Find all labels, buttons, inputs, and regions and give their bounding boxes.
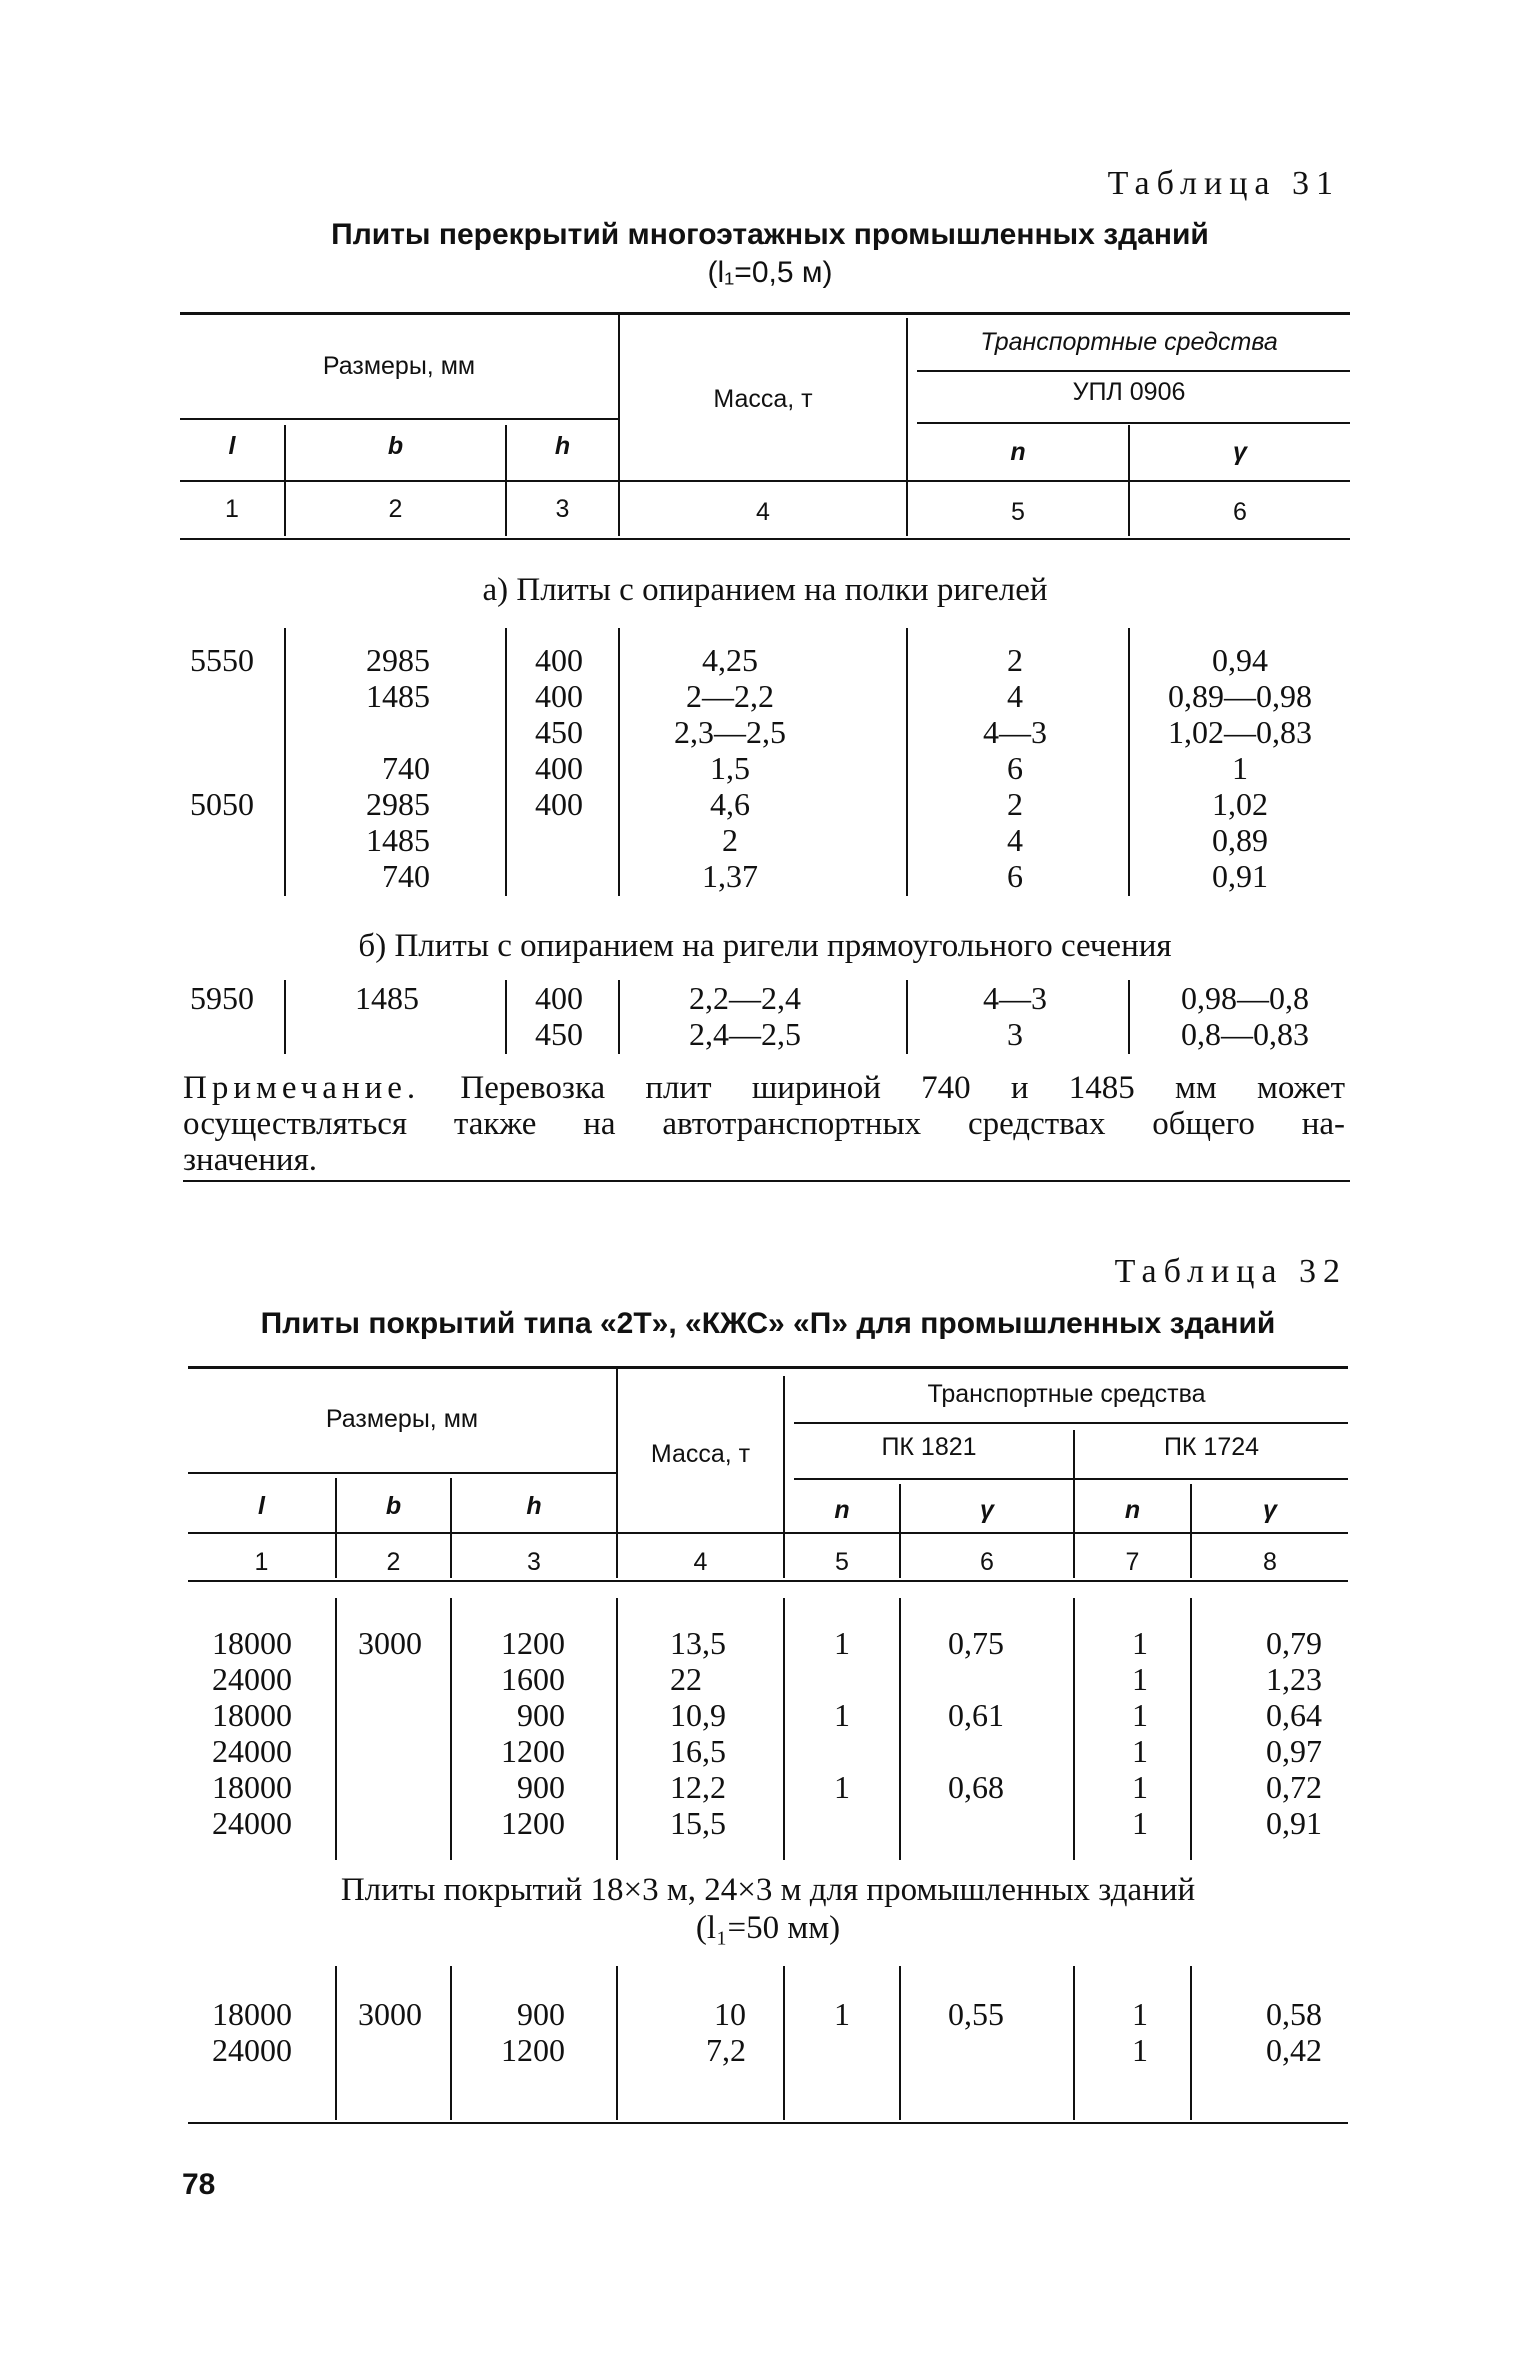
section-a-h-column: 400 400 450 400 400 — [535, 642, 583, 822]
col-num-3: 3 — [555, 495, 570, 523]
col-num-4: 4 — [693, 1548, 708, 1576]
header-l: l — [258, 1492, 265, 1520]
col-num-5: 5 — [835, 1548, 849, 1576]
col-num-6: 6 — [1233, 498, 1247, 526]
table-32-label: Таблица 32 — [1114, 1253, 1347, 1290]
page-number: 78 — [182, 2168, 216, 2201]
section-b-mass-column: 2,2—2,4 2,4—2,5 — [689, 980, 801, 1052]
rows-gamma2-column: 0,79 1,23 0,64 0,97 0,72 0,91 — [1266, 1625, 1322, 1841]
section-a-gamma-column: 0,94 0,89—0,98 1,02—0,83 1 1,02 0,89 0,91 — [1168, 642, 1312, 894]
rows-n2-column: 1 1 1 1 1 1 — [1132, 1625, 1148, 1841]
col-num-2: 2 — [388, 495, 403, 523]
section-b-b: 1485 — [355, 980, 419, 1016]
rows-mass-column: 13,5 22 10,9 16,5 12,2 15,5 — [670, 1625, 726, 1841]
col-num-8: 8 — [1263, 1548, 1277, 1576]
sub-gamma2-column: 0,58 0,42 — [1266, 1996, 1322, 2068]
sub-n1-value: 1 — [834, 1996, 850, 2032]
section-b-n-column: 4—3 3 — [983, 980, 1047, 1052]
header-dimensions: Размеры, мм — [322, 352, 476, 380]
sub-h-column: 900 1200 — [501, 1996, 565, 2068]
col-num-3: 3 — [527, 1548, 541, 1576]
sub-l-column: 18000 24000 — [212, 1996, 292, 2068]
sub-b-value: 3000 — [358, 1996, 422, 2032]
header-n-2: n — [1124, 1496, 1141, 1524]
header-mass: Масса, т — [713, 385, 813, 413]
section-a-mass-column: 4,25 2—2,2 2,3—2,5 1,5 4,6 2 1,37 — [674, 642, 786, 894]
header-transport: Транспортные средства — [980, 328, 1278, 356]
subsection-subtitle: (l₁=50 мм) — [695, 1910, 841, 1946]
header-vehicle: УПЛ 0906 — [1072, 378, 1186, 406]
header-gamma: γ — [1233, 438, 1247, 466]
section-b-h-column: 400 450 — [535, 980, 583, 1052]
col-num-4: 4 — [756, 498, 770, 526]
col-num-6: 6 — [980, 1548, 994, 1576]
section-a-l-5550: 5550 — [190, 642, 254, 678]
table-32-title: Плиты покрытий типа «2Т», «КЖС» «П» для промышленных зданий — [260, 1307, 1276, 1340]
header-h: h — [526, 1492, 542, 1520]
subsection-title: Плиты покрытий 18×3 м, 24×3 м для промышленных зданий — [340, 1872, 1196, 1908]
rows-h-column: 1200 1600 900 1200 900 1200 — [501, 1625, 565, 1841]
section-a-n-column: 2 4 4—3 6 2 4 6 — [983, 642, 1047, 894]
table-31-note — [183, 1070, 1345, 1178]
header-vehicle-2: ПК 1724 — [1163, 1433, 1260, 1461]
header-gamma-1: γ — [980, 1496, 994, 1524]
col-num-2: 2 — [386, 1548, 401, 1576]
section-a-l-5050: 5050 — [190, 786, 254, 822]
header-mass: Масса, т — [650, 1440, 751, 1468]
col-num-1: 1 — [254, 1548, 269, 1576]
section-a-b-column: 2985 1485 740 2985 1485 740 — [366, 642, 430, 894]
col-num-7: 7 — [1125, 1548, 1140, 1576]
note-line-1: Перевозка плит шириной 740 и 1485 мм может — [460, 1070, 1345, 1106]
col-num-5: 5 — [1011, 498, 1025, 526]
header-vehicle-1: ПК 1821 — [881, 1433, 977, 1461]
sub-mass-column: 10 7,2 — [706, 1996, 746, 2068]
section-b-gamma-column: 0,98—0,8 0,8—0,83 — [1181, 980, 1309, 1052]
header-b: b — [385, 1492, 402, 1520]
rows-n1-column: 1 1 1 — [834, 1625, 850, 1805]
header-n-1: n — [834, 1496, 850, 1524]
rows-gamma1-column: 0,75 0,61 0,68 — [948, 1625, 1004, 1805]
header-transport: Транспортные средства — [927, 1380, 1206, 1408]
header-h: h — [554, 432, 571, 460]
note-title: Примечание. — [183, 1070, 421, 1106]
note-line-3: значения. — [183, 1142, 318, 1178]
section-b-title: б) Плиты с опиранием на ригели прямоугольного сечения — [358, 928, 1172, 964]
header-n: n — [1010, 438, 1026, 466]
header-l: l — [228, 432, 236, 460]
table-31-title: Плиты перекрытий многоэтажных промышленных зданий — [331, 218, 1209, 251]
rows-l-column: 18000 24000 18000 24000 18000 24000 — [212, 1625, 292, 1841]
section-b-l: 5950 — [190, 980, 254, 1016]
table-31-subtitle: (l₁=0,5 м) — [707, 256, 833, 289]
sub-n2-column: 1 1 — [1132, 1996, 1148, 2068]
section-a-title: а) Плиты с опиранием на полки ригелей — [482, 572, 1048, 608]
col-num-1: 1 — [225, 495, 239, 523]
table-31-label: Таблица 31 — [1107, 165, 1340, 202]
header-dimensions: Размеры, мм — [325, 1405, 479, 1433]
sub-gamma1-value: 0,55 — [948, 1996, 1004, 2032]
header-gamma-2: γ — [1263, 1496, 1277, 1524]
note-line-2: осуществляться также на автотранспортных средствах общего на- — [183, 1106, 1345, 1142]
rows-b-value: 3000 — [358, 1625, 422, 1661]
header-b: b — [387, 432, 404, 460]
